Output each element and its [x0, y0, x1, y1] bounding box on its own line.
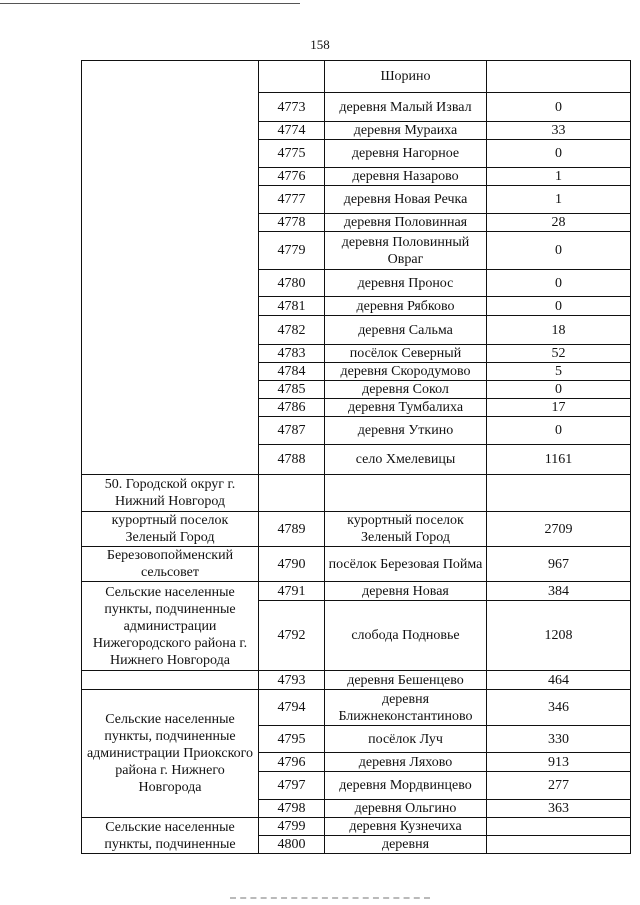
number-cell: 4798	[259, 800, 325, 818]
area-cell: Березовопойменский сельсовет	[82, 547, 259, 582]
value-cell: 5	[487, 363, 631, 381]
settlement-cell: деревня Кузнечиха	[325, 818, 487, 836]
number-cell: 4794	[259, 690, 325, 726]
settlement-cell: деревня	[325, 836, 487, 854]
value-cell: 1208	[487, 601, 631, 671]
value-cell: 1	[487, 186, 631, 214]
settlement-cell: деревня Ближнеконстантиново	[325, 690, 487, 726]
value-cell: 0	[487, 297, 631, 316]
area-cell: Сельские населенные пункты, подчиненные администрации Нижегородского района г. Нижнего Новгорода	[82, 582, 259, 671]
value-cell: 52	[487, 345, 631, 363]
settlement-cell	[325, 475, 487, 512]
value-cell	[487, 475, 631, 512]
value-cell: 967	[487, 547, 631, 582]
page-number: 158	[310, 37, 330, 52]
value-cell: 346	[487, 690, 631, 726]
value-cell: 0	[487, 417, 631, 445]
settlement-cell: посёлок Березовая Пойма	[325, 547, 487, 582]
value-cell: 2709	[487, 512, 631, 547]
table-row	[82, 61, 631, 93]
value-cell: 0	[487, 270, 631, 297]
value-cell: 330	[487, 726, 631, 753]
settlement-cell: курортный поселок Зеленый Город	[325, 512, 487, 547]
area-cell: Сельские населенные пункты, подчиненные	[82, 818, 259, 854]
settlement-cell: деревня Новая	[325, 582, 487, 601]
number-cell: 4778	[259, 214, 325, 232]
value-cell: 464	[487, 671, 631, 690]
area-cell	[82, 671, 259, 690]
settlement-cell: деревня Сокол	[325, 381, 487, 399]
value-cell: 28	[487, 214, 631, 232]
number-cell: 4800	[259, 836, 325, 854]
table-row	[82, 582, 631, 601]
settlement-cell: посёлок Северный	[325, 345, 487, 363]
settlement-cell: деревня Сальма	[325, 316, 487, 345]
number-cell: 4785	[259, 381, 325, 399]
number-cell: 4788	[259, 445, 325, 475]
value-cell: 0	[487, 381, 631, 399]
number-cell: 4779	[259, 232, 325, 270]
value-cell: 18	[487, 316, 631, 345]
settlement-cell: Шорино	[325, 61, 487, 93]
number-cell: 4795	[259, 726, 325, 753]
number-cell: 4783	[259, 345, 325, 363]
table-row	[82, 690, 631, 726]
number-cell: 4790	[259, 547, 325, 582]
settlement-cell: деревня Ляхово	[325, 753, 487, 772]
top-rule	[0, 3, 300, 4]
settlement-cell: деревня Мордвинцево	[325, 772, 487, 800]
number-cell: 4799	[259, 818, 325, 836]
area-cell: Сельские населенные пункты, подчиненные администрации Приокского района г. Нижнего Новгорода	[82, 690, 259, 818]
number-cell: 4797	[259, 772, 325, 800]
settlement-cell: деревня Назарово	[325, 168, 487, 186]
number-cell: 4782	[259, 316, 325, 345]
settlement-cell: посёлок Луч	[325, 726, 487, 753]
number-cell: 4784	[259, 363, 325, 381]
settlement-cell: деревня Малый Извал	[325, 93, 487, 122]
number-cell: 4780	[259, 270, 325, 297]
settlement-cell: деревня Половинный Овраг	[325, 232, 487, 270]
number-cell: 4791	[259, 582, 325, 601]
settlement-cell: слобода Подновье	[325, 601, 487, 671]
value-cell: 0	[487, 93, 631, 122]
area-cell	[82, 61, 259, 475]
table-row	[82, 475, 631, 512]
number-cell: 4796	[259, 753, 325, 772]
table-row	[82, 671, 631, 690]
value-cell	[487, 836, 631, 854]
number-cell: 4786	[259, 399, 325, 417]
settlement-cell: деревня Тумбалиха	[325, 399, 487, 417]
number-cell: 4787	[259, 417, 325, 445]
settlement-cell: село Хмелевицы	[325, 445, 487, 475]
number-cell: 4793	[259, 671, 325, 690]
number-cell: 4789	[259, 512, 325, 547]
area-cell: 50. Городской округ г. Нижний Новгород	[82, 475, 259, 512]
settlement-cell: деревня Рябково	[325, 297, 487, 316]
number-cell: 4776	[259, 168, 325, 186]
settlement-cell: деревня Половинная	[325, 214, 487, 232]
number-cell: 4775	[259, 140, 325, 168]
value-cell: 363	[487, 800, 631, 818]
table-row	[82, 547, 631, 582]
number-cell	[259, 61, 325, 93]
number-cell: 4781	[259, 297, 325, 316]
number-cell: 4777	[259, 186, 325, 214]
settlement-cell: деревня Новая Речка	[325, 186, 487, 214]
value-cell: 0	[487, 232, 631, 270]
settlements-table	[81, 60, 631, 854]
number-cell: 4774	[259, 122, 325, 140]
value-cell	[487, 61, 631, 93]
value-cell: 33	[487, 122, 631, 140]
table-row	[82, 512, 631, 547]
value-cell: 913	[487, 753, 631, 772]
number-cell: 4792	[259, 601, 325, 671]
value-cell	[487, 818, 631, 836]
value-cell: 0	[487, 140, 631, 168]
value-cell: 384	[487, 582, 631, 601]
area-cell: курортный поселок Зеленый Город	[82, 512, 259, 547]
settlement-cell: деревня Мураиха	[325, 122, 487, 140]
value-cell: 1	[487, 168, 631, 186]
settlement-cell: деревня Уткино	[325, 417, 487, 445]
value-cell: 277	[487, 772, 631, 800]
number-cell: 4773	[259, 93, 325, 122]
settlement-cell: деревня Ольгино	[325, 800, 487, 818]
value-cell: 17	[487, 399, 631, 417]
settlement-cell: деревня Скородумово	[325, 363, 487, 381]
table-row	[82, 818, 631, 836]
settlement-cell: деревня Бешенцево	[325, 671, 487, 690]
value-cell: 1161	[487, 445, 631, 475]
bottom-scan-artifact	[230, 897, 430, 902]
number-cell	[259, 475, 325, 512]
settlement-cell: деревня Пронос	[325, 270, 487, 297]
settlement-cell: деревня Нагорное	[325, 140, 487, 168]
